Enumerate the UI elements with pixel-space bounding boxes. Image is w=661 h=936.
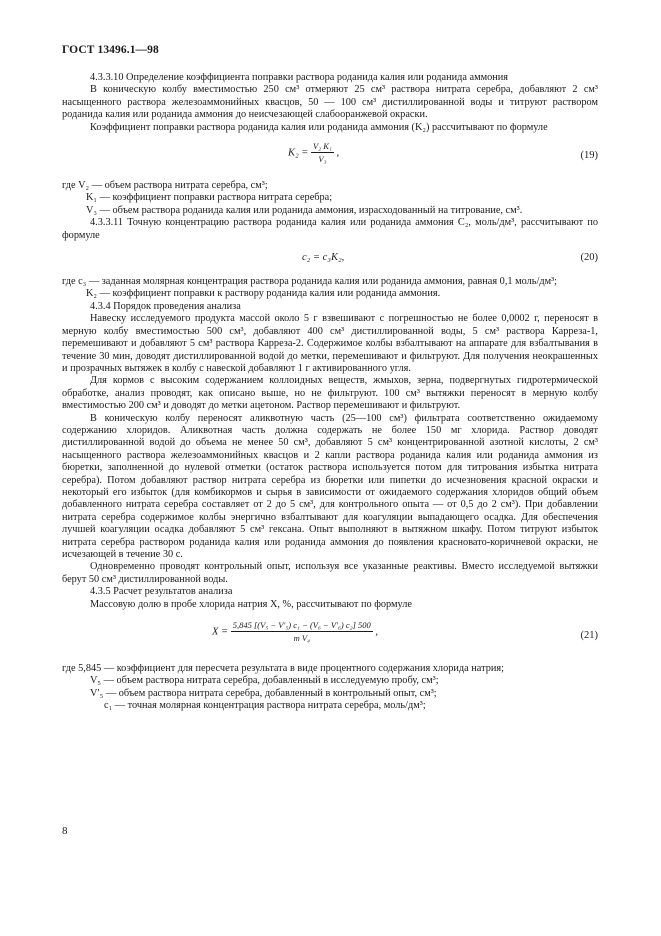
paragraph: Для кормов с высоким содержанием коллоидных веществ, жмыхов, зерна, подвергнутых гидротермической обработке, анализ проводят, как описано выше, но не фильтруют. 100 см³ вытяжки переносят в мерную колбу вместимостью 200 см³ и доводят до метки ацетоном. Раствор перемешивают и фильтруют. <box>62 375 598 412</box>
section-4-3-4-title: 4.3.4 Порядок проведения анализа <box>90 300 241 312</box>
definition-line: c₁ — точная молярная концентрация раствора нитрата серебра, моль/дм³; <box>104 700 426 712</box>
eq21-left: X = <box>212 626 231 638</box>
eq21-tail: , <box>375 626 379 638</box>
eq19-numerator: V₂ K₁ <box>311 140 334 153</box>
definition-line: V₅ — объем раствора нитрата серебра, добавленный в исследуемую пробу, см³; <box>90 675 439 687</box>
paragraph: Навеску исследуемого продукта массой около 5 г взвешивают с погрешностью не более 0,0002 г, переносят в мерную колбу вместимостью 500 см³, добавляют 400 см³ дистиллированной воды, 5 см³ раствора Карреза-1, перемешивают и добавляют 5 см³ раствора Карреза-2. Содержимое колбы взбалтывают на аппарате для взбалтывания в течение 30 мин, доводят дистиллированной водой до метки, перемешивают и фильтруют. Для получения неокрашенных и прозрачных вытяжек в колбу с навеской добавляют 1 г активированного угля. <box>62 313 598 374</box>
definition-line: V′₅ — объем раствора нитрата серебра, добавленный в контрольный опыт, см³; <box>90 687 437 699</box>
eq21-fraction <box>231 619 373 645</box>
section-4-3-3-10-title: 4.3.3.10 Определение коэффициента поправки раствора роданида калия или роданида аммония <box>90 72 509 83</box>
section-4-3-3-11: 4.3.3.11 Точную концентрацию раствора роданида калия или роданида аммония C₂, моль/дм³, рассчитывают по формуле <box>62 217 598 241</box>
eq21-numerator: 5,845 [(V₅ − V′₅) c₁ − (V₆ − V′₆) c₂] 500 <box>231 619 373 632</box>
equation-20 <box>62 248 598 270</box>
definition-line: где c₃ — заданная молярная концентрация раствора роданида калия или роданида аммония, равная 0,1 моль/дм³; <box>62 276 558 288</box>
equation-19 <box>62 140 598 172</box>
definition-line: где V₂ — объем раствора нитрата серебра, см³; <box>62 180 268 192</box>
definition-line: V₃ — объем раствора роданида калия или роданида аммония, израсходованный на титрование, см³. <box>86 204 523 216</box>
paragraph: Одновременно проводят контрольный опыт, используя все указанные реактивы. Вместо исследуемой вытяжки берут 50 см³ дистиллированной воды. <box>62 561 598 585</box>
paragraph: Массовую долю в пробе хлорида натрия X, %, рассчитывают по формуле <box>90 598 412 610</box>
equation-number: (21) <box>580 630 598 642</box>
page-body <box>62 72 598 713</box>
equation-number: (19) <box>580 150 598 162</box>
eq19-fraction <box>311 140 334 166</box>
standard-header: ГОСТ 13496.1—98 <box>62 44 159 56</box>
equation-number: (20) <box>580 252 598 264</box>
page-number: 8 <box>62 825 68 837</box>
eq21-denominator: m V₄ <box>293 633 310 644</box>
definition-line: K₁ — коэффициент поправки раствора нитрата серебра; <box>86 192 333 204</box>
eq19-tail: , <box>336 147 340 159</box>
equation-21 <box>62 619 598 653</box>
eq19-denominator: V₃ <box>318 154 327 165</box>
section-4-3-5-title: 4.3.5 Расчет результатов анализа <box>90 586 233 598</box>
paragraph: В коническую колбу вместимостью 250 см³ отмеряют 25 см³ раствора нитрата серебра, добавляют 2 см³ насыщенного раствора железоаммонийных квасцов, 50 — 100 см³ дистиллированной воды и титруют раствором роданида калия или роданида аммония до неисчезающей слабооранжевой окраски. <box>62 84 598 121</box>
paragraph: В коническую колбу переносят аликвотную часть (25—100 см³) фильтрата соответственно ожидаемому содержанию хлоридов. Аликвотная часть должна содержать не более 150 мг хлорида. Раствор доводят дистиллированной водой до объема не менее 50 см³, добавляют 5 см³ концентрированной азотной кислоты, 2 см³ насыщенного раствора железоаммонийных квасцов и 2 капли раствора роданида калия или роданида аммония из бюретки, заполненной до нулевой отметки (остаток раствора используется потом для титрования избытка нитрата серебра). Потом добавляют раствор нитрата серебра из бюретки или пипетки до исчезновения красной окраски и некоторый его избыток (для комбикормов и сырья в зависимости от ожидаемого содержания хлоридов общий объем добавленного нитрата серебра составляет от 2 до 5 см³, для контрольного опыта — от 0,5 до 2 см³). При добавлении нитрата серебра содержимое колбы энергично взбалтывают для коагуляции выпадающего осадка. Для обеспечения лучшей коагуляции осадка добавляют 5 см³ гексана. Опыт выполняют в вытяжном шкафу. Потом титруют избыток нитрата серебра раствором роданида калия или роданида аммония до появления красновато-коричневой окраски, не исчезающей в течение 30 с. <box>62 412 598 560</box>
eq20-formula: c₂ = c₃K₂, <box>302 252 345 264</box>
paragraph: Коэффициент поправки раствора роданида калия или роданида аммония (K₂) рассчитывают по формуле <box>90 121 548 133</box>
eq19-left: K₂ = <box>288 147 311 159</box>
definition-line: K₂ — коэффициент поправки к раствору роданида калия или роданида аммония. <box>86 288 441 300</box>
definition-line: где 5,845 — коэффициент для пересчета результата в виде процентного содержания хлорида натрия; <box>62 663 504 675</box>
